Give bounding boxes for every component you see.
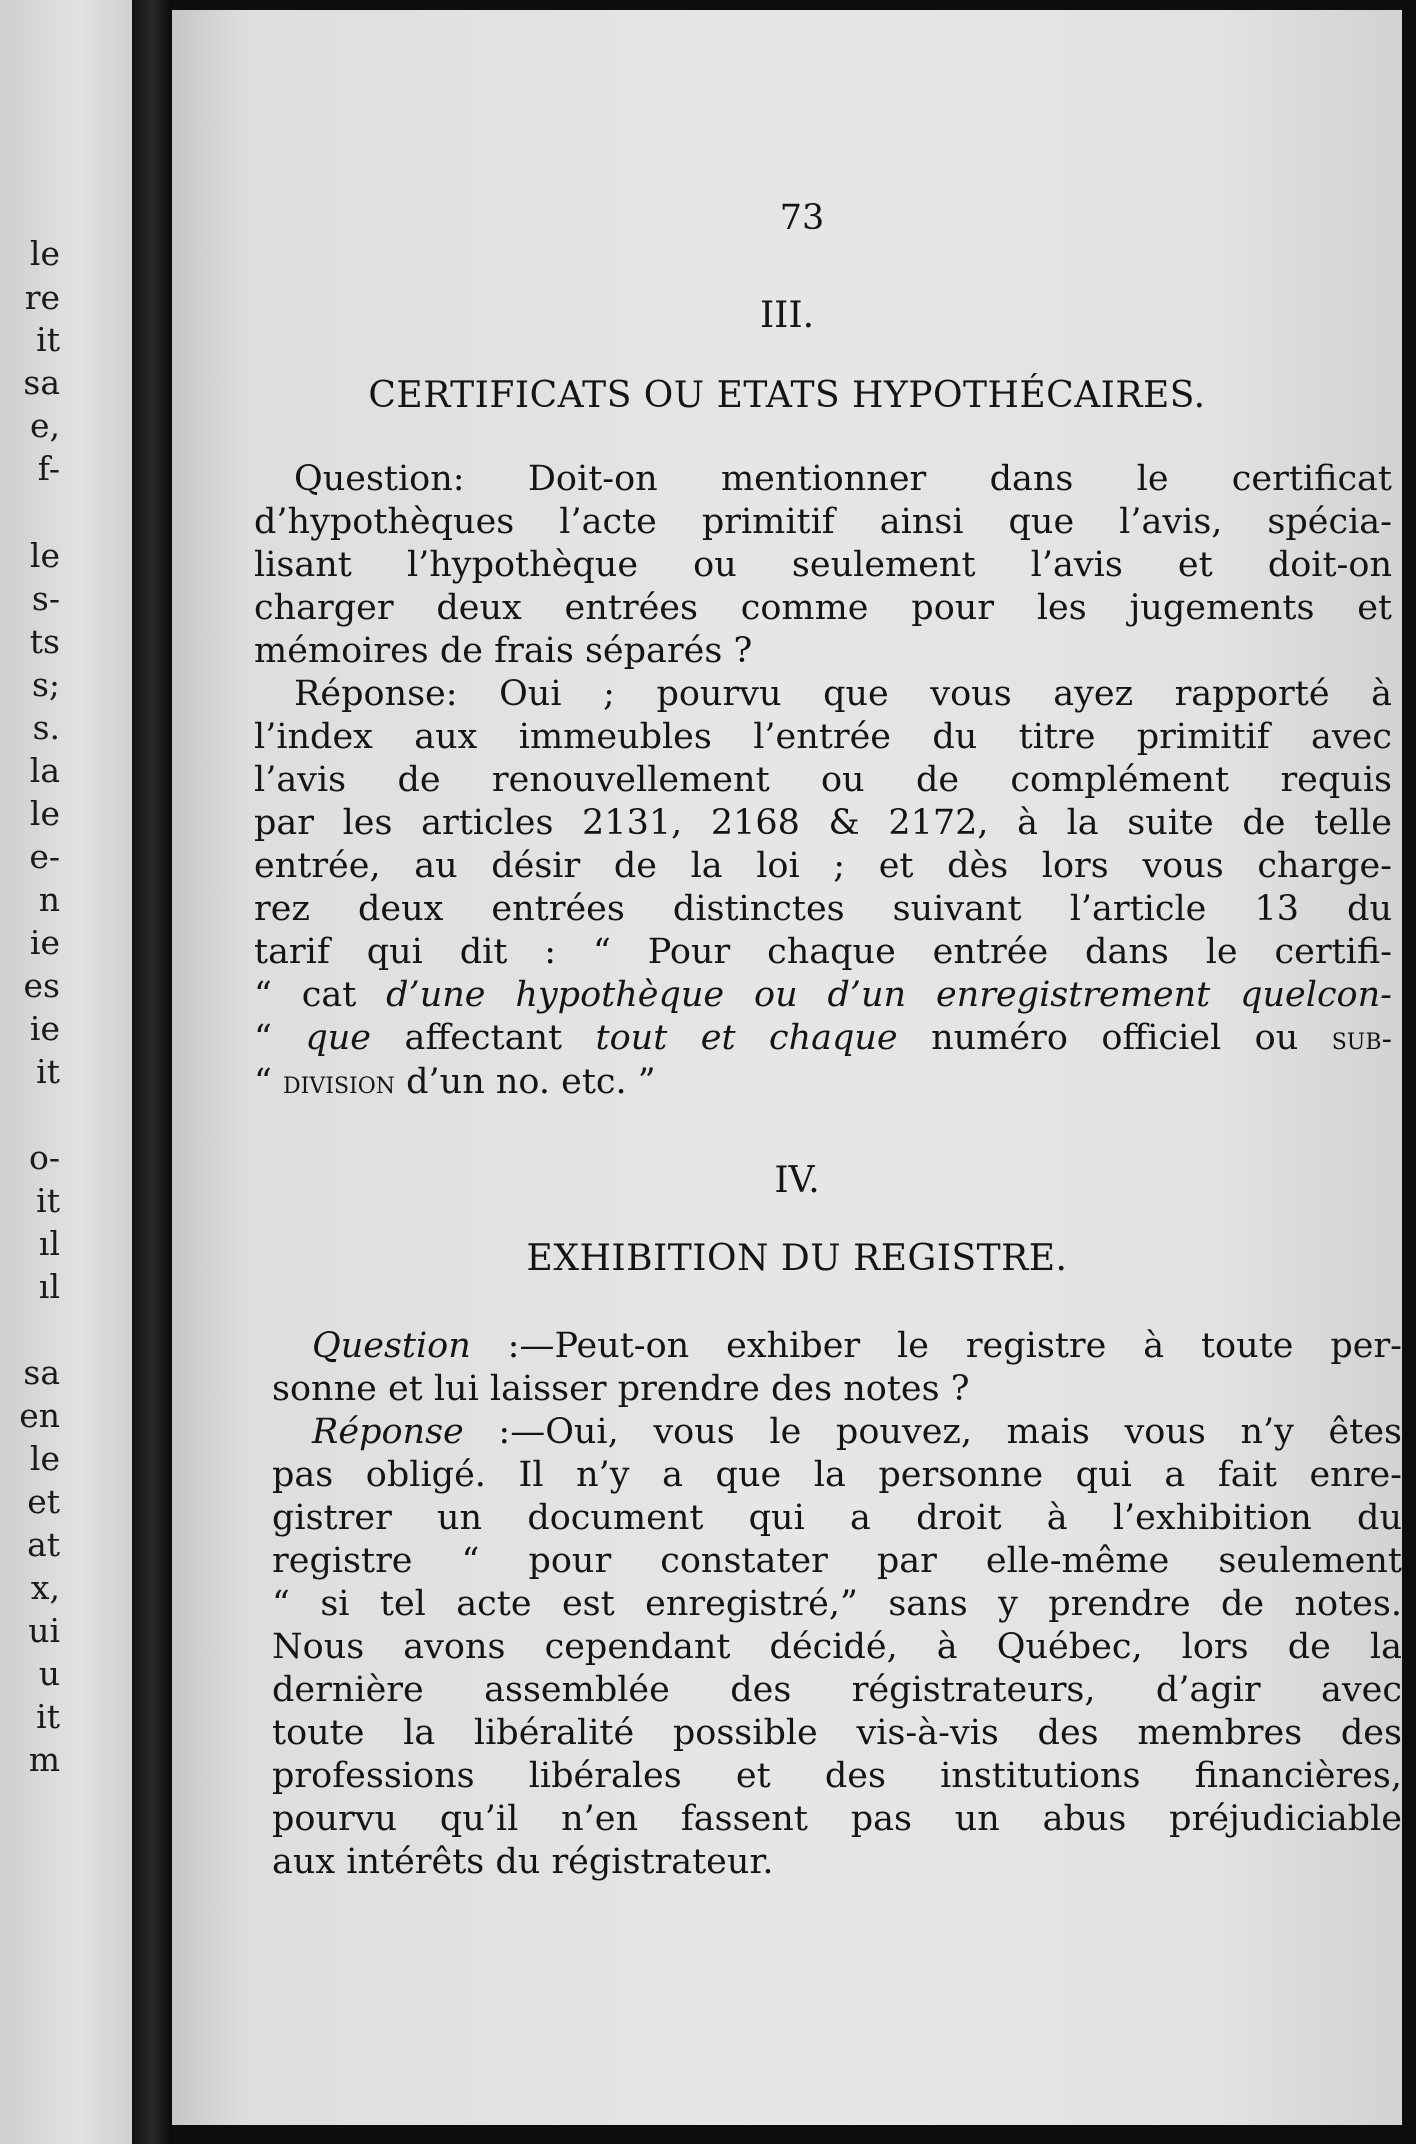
left-page-fragment: la — [29, 751, 60, 790]
left-page-fragment: e- — [29, 837, 60, 876]
left-page-fragment: le — [29, 536, 60, 575]
question-line: Question: Doit-on mentionner dans le certificat — [294, 459, 1392, 499]
left-page-fragment: m — [28, 1740, 60, 1779]
question-line: mémoires de frais séparés ? — [254, 631, 753, 671]
answer-line: gistrer un document qui a droit à l’exhibition du — [272, 1498, 1402, 1538]
question-line: Question :—Peut-on exhiber le registre à toute per- — [312, 1326, 1402, 1366]
answer-lead: Réponse — [312, 1412, 464, 1452]
section-3-number: III. — [759, 295, 815, 336]
left-page-edge — [0, 0, 132, 2144]
quote-line: “ division d’un no. etc. ” — [254, 1062, 656, 1102]
left-page-fragment: f- — [37, 449, 60, 488]
answer-line: l’index aux immeubles l’entrée du titre primitif avec — [254, 717, 1392, 757]
section-4-answer — [272, 1411, 1402, 1884]
left-page-fragment: x, — [30, 1568, 60, 1607]
right-dark-edge — [1402, 0, 1416, 2144]
quote-line: “ que affectant tout et chaque numéro officiel ou sub- — [254, 1018, 1392, 1058]
left-page-fragment: o- — [28, 1138, 60, 1177]
left-page-fragment: u — [38, 1654, 60, 1693]
left-page-fragment: ie — [29, 923, 60, 962]
question-line: sonne et lui laisser prendre des notes ? — [272, 1369, 970, 1409]
page-number: 73 — [779, 198, 825, 238]
left-page-fragment: ie — [29, 1009, 60, 1048]
section-3-question — [254, 458, 1392, 673]
left-page-fragment: le — [29, 794, 60, 833]
left-page-fragment: sa — [23, 363, 60, 402]
left-page-fragment: ıl — [38, 1267, 60, 1306]
section-3-title: CERTIFICATS OU ETATS HYPOTHÉCAIRES. — [368, 375, 1206, 416]
book-gutter — [132, 0, 172, 2144]
section-4-question — [272, 1325, 1402, 1411]
question-line: lisant l’hypothèque ou seulement l’avis et doit-on — [254, 545, 1392, 585]
question-lead: Question — [294, 459, 453, 499]
question-line: d’hypothèques l’acte primitif ainsi que l’avis, spécia- — [254, 502, 1392, 542]
section-4-number: IV. — [774, 1160, 820, 1201]
left-page-fragment: le — [29, 234, 60, 273]
answer-line: aux intérêts du régistrateur. — [272, 1842, 774, 1882]
answer-line: rez deux entrées distinctes suivant l’article 13 du — [254, 889, 1392, 929]
question-lead: Question — [312, 1326, 471, 1366]
left-page-fragment: n — [38, 880, 60, 919]
left-page-fragment: s. — [32, 708, 60, 747]
left-page-fragment: s- — [31, 579, 60, 618]
quote-line: “ cat d’une hypothèque ou d’un enregistrement quelcon- — [254, 975, 1392, 1015]
left-page-fragment: it — [36, 1052, 60, 1091]
answer-line: professions libérales et des institutions financières, — [272, 1756, 1402, 1796]
left-page-fragment: at — [27, 1525, 60, 1564]
left-page-fragment: es — [23, 966, 60, 1005]
answer-line: registre “ pour constater par elle-même seulement — [272, 1541, 1402, 1581]
answer-line: Nous avons cependant décidé, à Québec, lors de la — [272, 1627, 1402, 1667]
left-page-fragment: it — [36, 1181, 60, 1220]
left-page-fragment: le — [29, 1439, 60, 1478]
answer-line: pourvu qu’il n’en fassent pas un abus préjudiciable — [272, 1799, 1402, 1839]
book-page — [172, 10, 1402, 2125]
section-3-answer — [254, 673, 1392, 1105]
left-page-fragment: it — [36, 1697, 60, 1736]
answer-line: “ si tel acte est enregistré,” sans y prendre de notes. — [272, 1584, 1402, 1624]
question-line: charger deux entrées comme pour les jugements et — [254, 588, 1392, 628]
left-page-fragment: it — [36, 320, 60, 359]
left-page-fragment: ui — [28, 1611, 60, 1650]
left-page-fragment: ıl — [38, 1224, 60, 1263]
section-4-title: EXHIBITION DU REGISTRE. — [526, 1238, 1068, 1279]
left-page-fragment: en — [19, 1396, 60, 1435]
answer-line: Réponse: Oui ; pourvu que vous ayez rapporté à — [294, 674, 1392, 714]
answer-line: dernière assemblée des régistrateurs, d’agir avec — [272, 1670, 1402, 1710]
answer-line: tarif qui dit : “ Pour chaque entrée dans le certifi- — [254, 932, 1392, 972]
left-page-fragment: re — [24, 278, 60, 317]
left-page-fragment: s; — [31, 665, 60, 704]
answer-line: toute la libéralité possible vis-à-vis des membres des — [272, 1713, 1402, 1753]
left-page-fragment: ts — [29, 622, 60, 661]
answer-line: par les articles 2131, 2168 & 2172, à la suite de telle — [254, 803, 1392, 843]
answer-line: l’avis de renouvellement ou de complément requis — [254, 760, 1392, 800]
left-page-fragment: e, — [29, 406, 60, 445]
answer-line: entrée, au désir de la loi ; et dès lors vous charge- — [254, 846, 1392, 886]
answer-line: Réponse :—Oui, vous le pouvez, mais vous n’y êtes — [312, 1412, 1402, 1452]
left-page-fragment: et — [27, 1482, 60, 1521]
left-page-fragment: sa — [23, 1353, 60, 1392]
answer-line: pas obligé. Il n’y a que la personne qui a fait enre- — [272, 1455, 1402, 1495]
